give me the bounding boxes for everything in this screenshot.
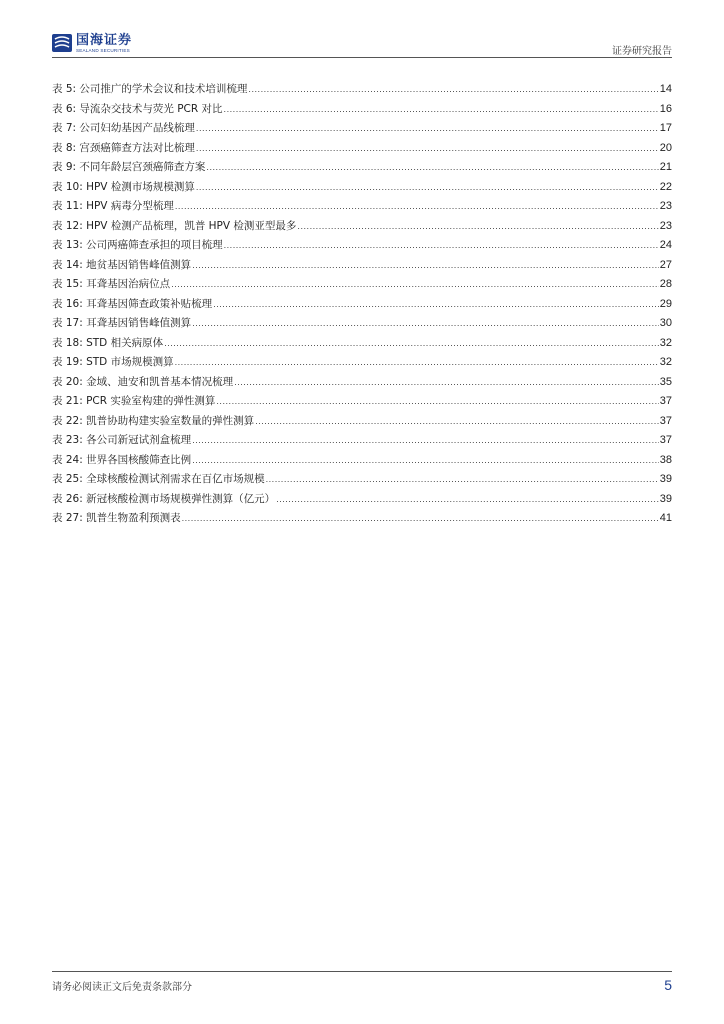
toc-entry-page: 39 <box>659 473 672 485</box>
toc-entry[interactable] <box>52 277 672 297</box>
document-type: 证券研究报告 <box>612 46 672 57</box>
toc-entry[interactable] <box>52 219 672 239</box>
toc-entry-title: 表 11: HPV 病毒分型梳理 <box>52 200 174 212</box>
toc-leader-dots <box>248 82 658 97</box>
logo-chinese-name: 国海证券 <box>76 33 133 48</box>
toc-entry-title: 表 19: STD 市场规模测算 <box>52 356 174 368</box>
toc-leader-dots <box>224 238 659 253</box>
toc-entry[interactable] <box>52 199 672 219</box>
toc-entry-title: 表 13: 公司两癌筛查承担的项目梳理 <box>52 239 223 251</box>
toc-entry-title: 表 17: 耳聋基因销售峰值测算 <box>52 317 192 329</box>
toc-leader-dots <box>206 160 658 175</box>
toc-entry-title: 表 7: 公司妇幼基因产品线梳理 <box>52 122 195 134</box>
toc-entry-page: 32 <box>659 336 672 349</box>
toc-entry[interactable] <box>52 394 672 414</box>
toc-entry[interactable] <box>52 492 672 512</box>
toc-entry-page: 35 <box>659 375 672 388</box>
toc-entry-page: 28 <box>659 278 672 290</box>
toc-entry-title: 表 15: 耳聋基因治病位点 <box>52 278 171 290</box>
toc-leader-dots <box>276 492 659 507</box>
toc-leader-dots <box>182 511 659 526</box>
toc-leader-dots <box>266 472 659 487</box>
toc-entry-title: 表 22: 凯普协助构建实验室数量的弹性测算 <box>52 414 255 427</box>
toc-entry[interactable] <box>52 375 672 395</box>
toc-entry-page: 20 <box>659 141 672 154</box>
toc-entry-title: 表 25: 全球核酸检测试剂需求在百亿市场规模 <box>52 473 265 485</box>
table-of-contents <box>52 82 672 531</box>
toc-leader-dots <box>192 316 659 331</box>
toc-entry-page: 21 <box>659 161 672 173</box>
toc-entry-page: 17 <box>659 122 672 134</box>
toc-entry-title: 表 6: 导流杂交技术与荧光 PCR 对比 <box>52 102 223 115</box>
toc-entry[interactable] <box>52 238 672 258</box>
toc-leader-dots <box>297 219 658 234</box>
toc-entry[interactable] <box>52 453 672 473</box>
toc-entry-title: 表 14: 地贫基因销售峰值测算 <box>52 258 192 271</box>
toc-entry-title: 表 18: STD 相关病原体 <box>52 336 164 349</box>
toc-entry-page: 37 <box>659 414 672 427</box>
toc-entry-title: 表 20: 金域、迪安和凯普基本情况梳理 <box>52 375 234 388</box>
toc-entry-title: 表 10: HPV 检测市场规模测算 <box>52 180 195 193</box>
toc-leader-dots <box>192 433 659 448</box>
toc-entry-title: 表 23: 各公司新冠试剂盒梳理 <box>52 434 192 446</box>
toc-entry[interactable] <box>52 316 672 336</box>
page-number: 5 <box>664 977 672 993</box>
toc-entry[interactable] <box>52 82 672 102</box>
toc-entry-page: 41 <box>659 512 672 524</box>
toc-entry-title: 表 5: 公司推广的学术会议和技术培训梳理 <box>52 83 248 95</box>
footer-divider <box>52 971 672 972</box>
toc-entry[interactable] <box>52 102 672 122</box>
disclaimer-note: 请务必阅读正文后免责条款部分 <box>52 982 192 993</box>
toc-entry-title: 表 16: 耳聋基因筛查政策补贴梳理 <box>52 297 213 310</box>
toc-entry-title: 表 21: PCR 实验室构建的弹性测算 <box>52 395 216 407</box>
toc-entry-page: 27 <box>659 258 672 271</box>
toc-entry[interactable] <box>52 160 672 180</box>
logo-english-name: SEALAND SECURITIES <box>76 48 130 53</box>
toc-entry[interactable] <box>52 355 672 375</box>
toc-entry[interactable] <box>52 121 672 141</box>
toc-entry[interactable] <box>52 414 672 434</box>
toc-entry-title: 表 24: 世界各国核酸筛查比例 <box>52 453 192 466</box>
toc-entry-page: 23 <box>659 219 672 232</box>
toc-entry[interactable] <box>52 141 672 161</box>
toc-entry[interactable] <box>52 180 672 200</box>
toc-leader-dots <box>164 336 659 351</box>
toc-leader-dots <box>192 258 659 273</box>
toc-entry-page: 37 <box>659 395 672 407</box>
toc-leader-dots <box>234 375 659 390</box>
toc-entry-title: 表 12: HPV 检测产品梳理，凯普 HPV 检测亚型最多 <box>52 219 297 232</box>
toc-entry[interactable] <box>52 258 672 278</box>
sealand-logo <box>52 34 132 54</box>
sealand-logo-icon <box>52 34 72 52</box>
toc-entry-page: 39 <box>659 492 672 505</box>
toc-entry[interactable] <box>52 511 672 531</box>
toc-leader-dots <box>175 355 659 370</box>
toc-leader-dots <box>255 414 659 429</box>
toc-entry[interactable] <box>52 297 672 317</box>
toc-entry-page: 24 <box>659 239 672 251</box>
toc-leader-dots <box>213 297 659 312</box>
toc-entry[interactable] <box>52 433 672 453</box>
toc-leader-dots <box>224 102 659 117</box>
toc-entry-page: 37 <box>659 434 672 446</box>
toc-leader-dots <box>196 121 659 136</box>
toc-leader-dots <box>175 199 659 214</box>
toc-entry-title: 表 27: 凯普生物盈利预测表 <box>52 512 181 524</box>
toc-leader-dots <box>171 277 659 292</box>
toc-entry-page: 38 <box>659 453 672 466</box>
header-divider <box>52 57 672 58</box>
toc-entry-page: 14 <box>659 83 672 95</box>
toc-entry-page: 22 <box>659 180 672 193</box>
toc-entry-title: 表 9: 不同年龄层宫颈癌筛查方案 <box>52 161 206 173</box>
toc-leader-dots <box>192 453 659 468</box>
toc-entry-page: 32 <box>659 356 672 368</box>
toc-leader-dots <box>196 180 659 195</box>
toc-entry-title: 表 8: 宫颈癌筛查方法对比梳理 <box>52 141 195 154</box>
toc-leader-dots <box>196 141 659 156</box>
toc-entry-page: 29 <box>659 297 672 310</box>
toc-entry-title: 表 26: 新冠核酸检测市场规模弹性测算（亿元） <box>52 492 276 505</box>
toc-entry[interactable] <box>52 472 672 492</box>
toc-leader-dots <box>216 394 658 409</box>
toc-entry[interactable] <box>52 336 672 356</box>
page-header <box>52 32 672 60</box>
toc-entry-page: 23 <box>659 200 672 212</box>
toc-entry-page: 30 <box>659 317 672 329</box>
toc-entry-page: 16 <box>659 102 672 115</box>
